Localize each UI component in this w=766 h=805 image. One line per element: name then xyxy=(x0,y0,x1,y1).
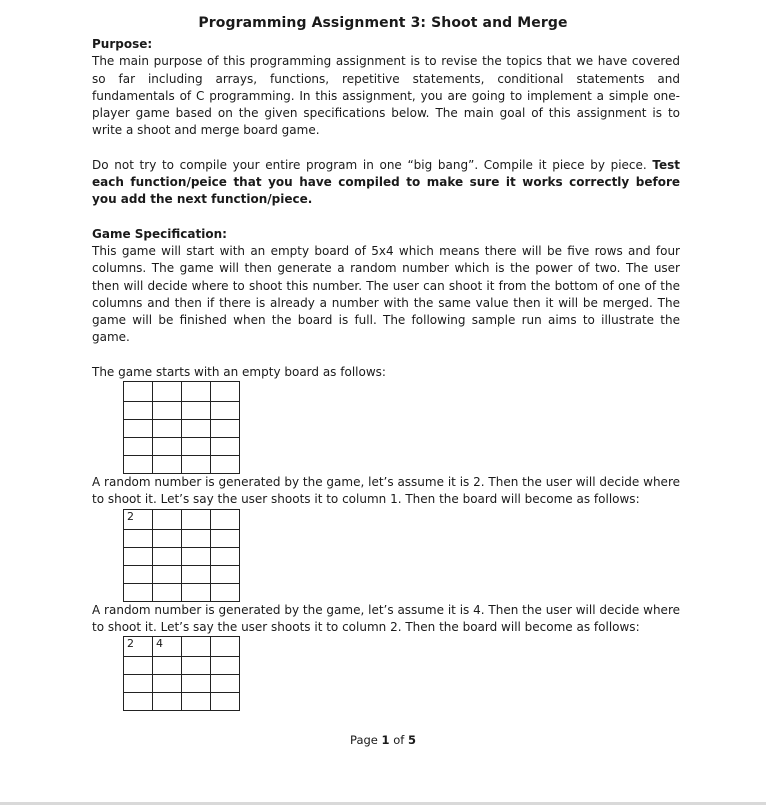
board-cell xyxy=(124,402,153,420)
board-cell xyxy=(153,657,182,675)
advice-bold-text: Test each function/peice that you have compiled to make sure it works correctly before you add the next function/piece. xyxy=(92,157,680,207)
purpose-paragraph: The main purpose of this programming assignment is to revise the topics that we have covered so far including arrays, functions, repetitive statements, conditional statements and fundamentals of C programming. In this assignment, you are going to implement a simple one-player game based on the given specifications below. The main goal of this assignment is to write a shoot and merge board game. xyxy=(92,54,680,138)
board-cell xyxy=(182,637,211,657)
board-cell xyxy=(153,693,182,711)
board-row xyxy=(124,547,240,565)
board-cell xyxy=(182,565,211,583)
board-row xyxy=(124,693,240,711)
board-cell xyxy=(153,402,182,420)
board-cell xyxy=(211,529,240,547)
board-cell xyxy=(211,456,240,474)
board-cell xyxy=(211,382,240,402)
board-cell xyxy=(124,438,153,456)
board-cell xyxy=(182,402,211,420)
board-cell xyxy=(211,402,240,420)
board-cell xyxy=(182,657,211,675)
board-cell xyxy=(211,675,240,693)
spec-heading: Game Specification: xyxy=(92,226,227,241)
board-row xyxy=(124,637,240,657)
board-cell xyxy=(124,583,153,601)
board-after-first-shot xyxy=(123,509,240,602)
board-row xyxy=(124,675,240,693)
board-cell xyxy=(182,547,211,565)
board-cell xyxy=(211,438,240,456)
board-cell xyxy=(124,657,153,675)
board-cell xyxy=(124,547,153,565)
board-row xyxy=(124,456,240,474)
page-of-label: of xyxy=(393,733,405,747)
board-row xyxy=(124,583,240,601)
board-cell xyxy=(182,693,211,711)
board-cell xyxy=(124,693,153,711)
board-cell xyxy=(124,529,153,547)
board-cell xyxy=(153,529,182,547)
board-row xyxy=(124,565,240,583)
board-cell xyxy=(211,583,240,601)
board-cell xyxy=(182,438,211,456)
purpose-heading: Purpose: xyxy=(92,37,153,51)
board-cell xyxy=(153,547,182,565)
board-cell xyxy=(182,529,211,547)
step3-text: A random number is generated by the game, let’s assume it is 4. Then the user will decide where to shoot it. Let’s say the user shoots it to column 2. Then the board will become as follows: xyxy=(92,602,680,634)
page-title: Programming Assignment 3: Shoot and Merge xyxy=(198,15,568,31)
board-cell xyxy=(211,657,240,675)
document-body xyxy=(92,36,680,711)
board-row xyxy=(124,529,240,547)
board-cell xyxy=(153,583,182,601)
board-cell xyxy=(153,438,182,456)
advice-paragraph xyxy=(92,157,680,209)
board-cell xyxy=(153,509,182,529)
advice-normal-text: Do not try to compile your entire program in one “big bang”. Compile it piece by piece. xyxy=(92,157,647,172)
total-pages-number: 5 xyxy=(407,733,416,747)
board-cell xyxy=(182,509,211,529)
current-page-number: 1 xyxy=(381,733,390,747)
board-cell: 2 xyxy=(124,509,153,529)
board-cell xyxy=(153,565,182,583)
step2-text: A random number is generated by the game, let’s assume it is 2. Then the user will decide where to shoot it. Let’s say the user shoots it to column 1. Then the board will become as follows: xyxy=(92,475,680,507)
board-cell xyxy=(124,456,153,474)
board-cell xyxy=(182,420,211,438)
board-cell xyxy=(182,456,211,474)
board-cell xyxy=(153,382,182,402)
board-cell xyxy=(153,456,182,474)
board-cell: 4 xyxy=(153,637,182,657)
spec-paragraph: This game will start with an empty board of 5x4 which means there will be five rows and four columns. The game will then generate a random number which is the power of two. The user then will decide where to shoot this number. The user can shoot it from the bottom of one of the columns and then if there is already a number with the same value then it will be merged. The game will be finished when the board is full. The following sample run aims to illustrate the game. xyxy=(92,243,680,345)
board-cell xyxy=(182,675,211,693)
board-cell xyxy=(182,382,211,402)
board-cell xyxy=(124,420,153,438)
page-footer xyxy=(0,733,766,747)
board-row xyxy=(124,657,240,675)
board-row xyxy=(124,438,240,456)
board-cell xyxy=(211,509,240,529)
empty-board xyxy=(123,381,240,474)
board-cell xyxy=(153,420,182,438)
board-cell xyxy=(211,565,240,583)
board-cell xyxy=(211,693,240,711)
board-cell xyxy=(211,420,240,438)
page-label: Page xyxy=(350,733,378,747)
step1-text: The game starts with an empty board as follows: xyxy=(92,364,386,379)
board-cell xyxy=(124,565,153,583)
board-row xyxy=(124,382,240,402)
board-row xyxy=(124,420,240,438)
board-row xyxy=(124,402,240,420)
board-after-second-shot xyxy=(123,636,240,711)
board-cell xyxy=(182,583,211,601)
board-cell xyxy=(124,675,153,693)
board-cell xyxy=(153,675,182,693)
board-cell: 2 xyxy=(124,637,153,657)
board-cell xyxy=(124,382,153,402)
board-row xyxy=(124,509,240,529)
board-cell xyxy=(211,547,240,565)
board-cell xyxy=(211,637,240,657)
